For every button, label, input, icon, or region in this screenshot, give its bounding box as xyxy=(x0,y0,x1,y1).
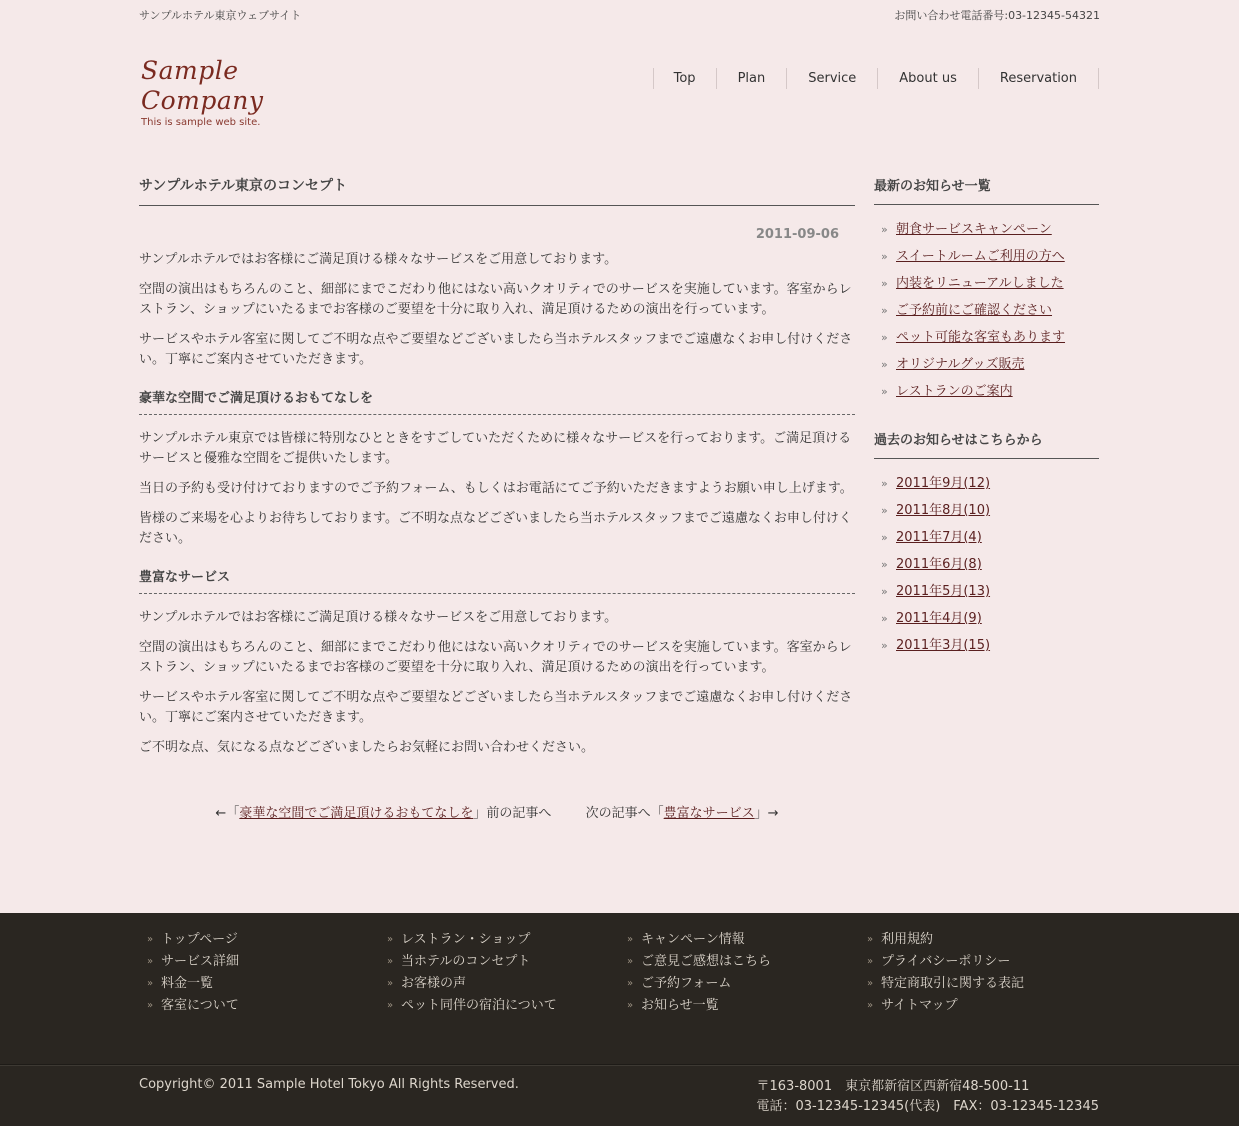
news-link[interactable]: オリジナルグッズ販売 xyxy=(896,357,1025,372)
section-paragraph: ご不明な点、気になる点などございましたらお気軽にお問い合わせください。 xyxy=(139,740,595,755)
section-paragraph: 当日の予約も受け付けておりますのでご予約フォーム、もしくはお電話にてご予約いただきますようお願い申し上げます。 xyxy=(139,481,853,496)
footer-link[interactable]: » 特定商取引に関する表記 xyxy=(867,975,1107,997)
list-item xyxy=(874,555,1099,582)
footer-column xyxy=(147,931,387,1019)
contact-line: 電話：03-12345-12345(代表) FAX：03-12345-12345 xyxy=(756,1099,1099,1114)
intro-paragraph: サンプルホテルではお客様にご満足頂ける様々なサービスをご用意しております。 xyxy=(139,252,618,267)
footer-divider xyxy=(0,1064,1239,1066)
footer-links xyxy=(147,931,1107,1019)
contact-phone: お問い合わせ電話番号:03-12345-54321 xyxy=(894,9,1100,22)
intro-paragraph: 空間の演出はもちろんのこと、細部にまでこだわり他にはない高いクオリティでのサービスを実施しています。客室からレストラン、ショップにいたるまでお客様のご要望を十分に取り入れ、満足頂けるための演出を行っています。 xyxy=(139,282,852,317)
prev-prefix: ←「 xyxy=(215,806,240,821)
logo-subtext: This is sample web site. xyxy=(141,117,261,128)
archive-link[interactable]: 2011年3月(15) xyxy=(896,638,991,653)
footer-link[interactable]: » サービス詳細 xyxy=(147,953,387,975)
site-tagline: サンプルホテル東京ウェブサイト xyxy=(139,9,302,22)
footer-link[interactable]: » ご予約フォーム xyxy=(627,975,867,997)
top-bar xyxy=(139,7,1100,23)
footer-link[interactable]: » ご意見ご感想はこちら xyxy=(627,953,867,975)
section-paragraph: サービスやホテル客室に関してご不明な点やご要望などございましたら当ホテルスタッフまでご遠慮なくお申し付けください。丁寧にご案内させていただきます。 xyxy=(139,690,853,725)
footer-link[interactable]: » お客様の声 xyxy=(387,975,627,997)
news-link[interactable]: 朝食サービスキャンペーン xyxy=(896,222,1052,237)
main-content xyxy=(139,175,855,758)
footer-link[interactable]: » サイトマップ xyxy=(867,997,1107,1019)
archive-link[interactable]: 2011年9月(12) xyxy=(896,476,991,491)
footer-link[interactable]: » 利用規約 xyxy=(867,931,1107,953)
footer-link[interactable]: » 当ホテルのコンセプト xyxy=(387,953,627,975)
address-line: 〒163-8001 東京都新宿区西新宿48-500-11 xyxy=(756,1079,1030,1094)
footer-link[interactable]: » 客室について xyxy=(147,997,387,1019)
nav-reservation[interactable]: Reservation xyxy=(978,68,1099,89)
footer-column xyxy=(867,931,1107,1019)
section-paragraph: サンプルホテル東京では皆様に特別なひとときをすごしていただくために様々なサービスを行っております。ご満足頂けるサービスと優雅な空間をご提供いたします。 xyxy=(139,431,852,466)
section-paragraph: 皆様のご来場を心よりお待ちしております。ご不明な点などございましたら当ホテルスタッフまでご遠慮なくお申し付けください。 xyxy=(139,511,852,546)
list-item xyxy=(874,582,1099,609)
page-title: サンプルホテル東京のコンセプト xyxy=(139,175,855,206)
archive-link[interactable]: 2011年5月(13) xyxy=(896,584,991,599)
list-item xyxy=(874,355,1099,382)
footer-address xyxy=(757,1077,1100,1117)
copyright: Copyright© 2011 Sample Hotel Tokyo All Rights Reserved. xyxy=(139,1077,519,1092)
list-item xyxy=(874,609,1099,636)
archive-title: 過去のお知らせはこちらから xyxy=(874,429,1099,459)
list-item xyxy=(874,301,1099,328)
footer-column xyxy=(627,931,867,1019)
section-paragraph: サンプルホテルではお客様にご満足頂ける様々なサービスをご用意しております。 xyxy=(139,610,618,625)
sidebar xyxy=(874,175,1099,663)
prev-article-link[interactable]: 豪華な空間でご満足頂けるおもてなしを xyxy=(239,806,474,821)
nav-service[interactable]: Service xyxy=(786,68,877,89)
article-pagination xyxy=(139,802,855,821)
footer-link[interactable]: » トップページ xyxy=(147,931,387,953)
section-heading: 豪華な空間でご満足頂けるおもてなしを xyxy=(139,387,855,415)
archive-link[interactable]: 2011年6月(8) xyxy=(896,557,982,572)
footer-column xyxy=(387,931,627,1019)
list-item xyxy=(874,220,1099,247)
footer-link[interactable]: » お知らせ一覧 xyxy=(627,997,867,1019)
news-link[interactable]: 内装をリニューアルしました xyxy=(896,276,1064,291)
nav-top[interactable]: Top xyxy=(653,68,716,89)
news-link[interactable]: スイートルームご利用の方へ xyxy=(896,249,1065,264)
archive-link[interactable]: 2011年8月(10) xyxy=(896,503,991,518)
logo-text: Sample Company xyxy=(141,56,264,115)
footer-link[interactable]: » キャンペーン情報 xyxy=(627,931,867,953)
next-prefix: 次の記事へ「 xyxy=(585,806,664,821)
latest-news-title: 最新のお知らせ一覧 xyxy=(874,175,1099,205)
footer-link[interactable]: » プライバシーポリシー xyxy=(867,953,1107,975)
list-item xyxy=(874,474,1099,501)
footer-link[interactable]: » ペット同伴の宿泊について xyxy=(387,997,627,1019)
news-link[interactable]: ペット可能な客室もあります xyxy=(896,330,1066,345)
next-article-link[interactable]: 豊富なサービス xyxy=(663,806,755,821)
next-suffix: 」→ xyxy=(754,806,779,821)
intro-paragraph: サービスやホテル客室に関してご不明な点やご要望などございましたら当ホテルスタッフまでご遠慮なくお申し付けください。丁寧にご案内させていただきます。 xyxy=(139,332,853,367)
main-nav xyxy=(653,68,1099,89)
nav-plan[interactable]: Plan xyxy=(716,68,787,89)
site-logo[interactable] xyxy=(141,56,331,128)
list-item xyxy=(874,382,1099,409)
nav-about-us[interactable]: About us xyxy=(877,68,978,89)
site-footer xyxy=(0,913,1239,1126)
news-link[interactable]: レストランのご案内 xyxy=(896,384,1013,399)
list-item xyxy=(874,247,1099,274)
archive-link[interactable]: 2011年7月(4) xyxy=(896,530,982,545)
list-item xyxy=(874,636,1099,663)
footer-link[interactable]: » レストラン・ショップ xyxy=(387,931,627,953)
list-item xyxy=(874,274,1099,301)
section-heading: 豊富なサービス xyxy=(139,566,855,594)
footer-link[interactable]: » 料金一覧 xyxy=(147,975,387,997)
prev-suffix: 」前の記事へ xyxy=(473,806,552,821)
section-paragraph: 空間の演出はもちろんのこと、細部にまでこだわり他にはない高いクオリティでのサービスを実施しています。客室からレストラン、ショップにいたるまでお客様のご要望を十分に取り入れ、満足頂けるための演出を行っています。 xyxy=(139,640,852,675)
latest-news-list xyxy=(874,220,1099,409)
list-item xyxy=(874,328,1099,355)
archive-link[interactable]: 2011年4月(9) xyxy=(896,611,982,626)
list-item xyxy=(874,528,1099,555)
list-item xyxy=(874,501,1099,528)
archive-list xyxy=(874,474,1099,663)
news-link[interactable]: ご予約前にご確認ください xyxy=(896,303,1053,318)
post-date: 2011-09-06 xyxy=(755,227,839,242)
